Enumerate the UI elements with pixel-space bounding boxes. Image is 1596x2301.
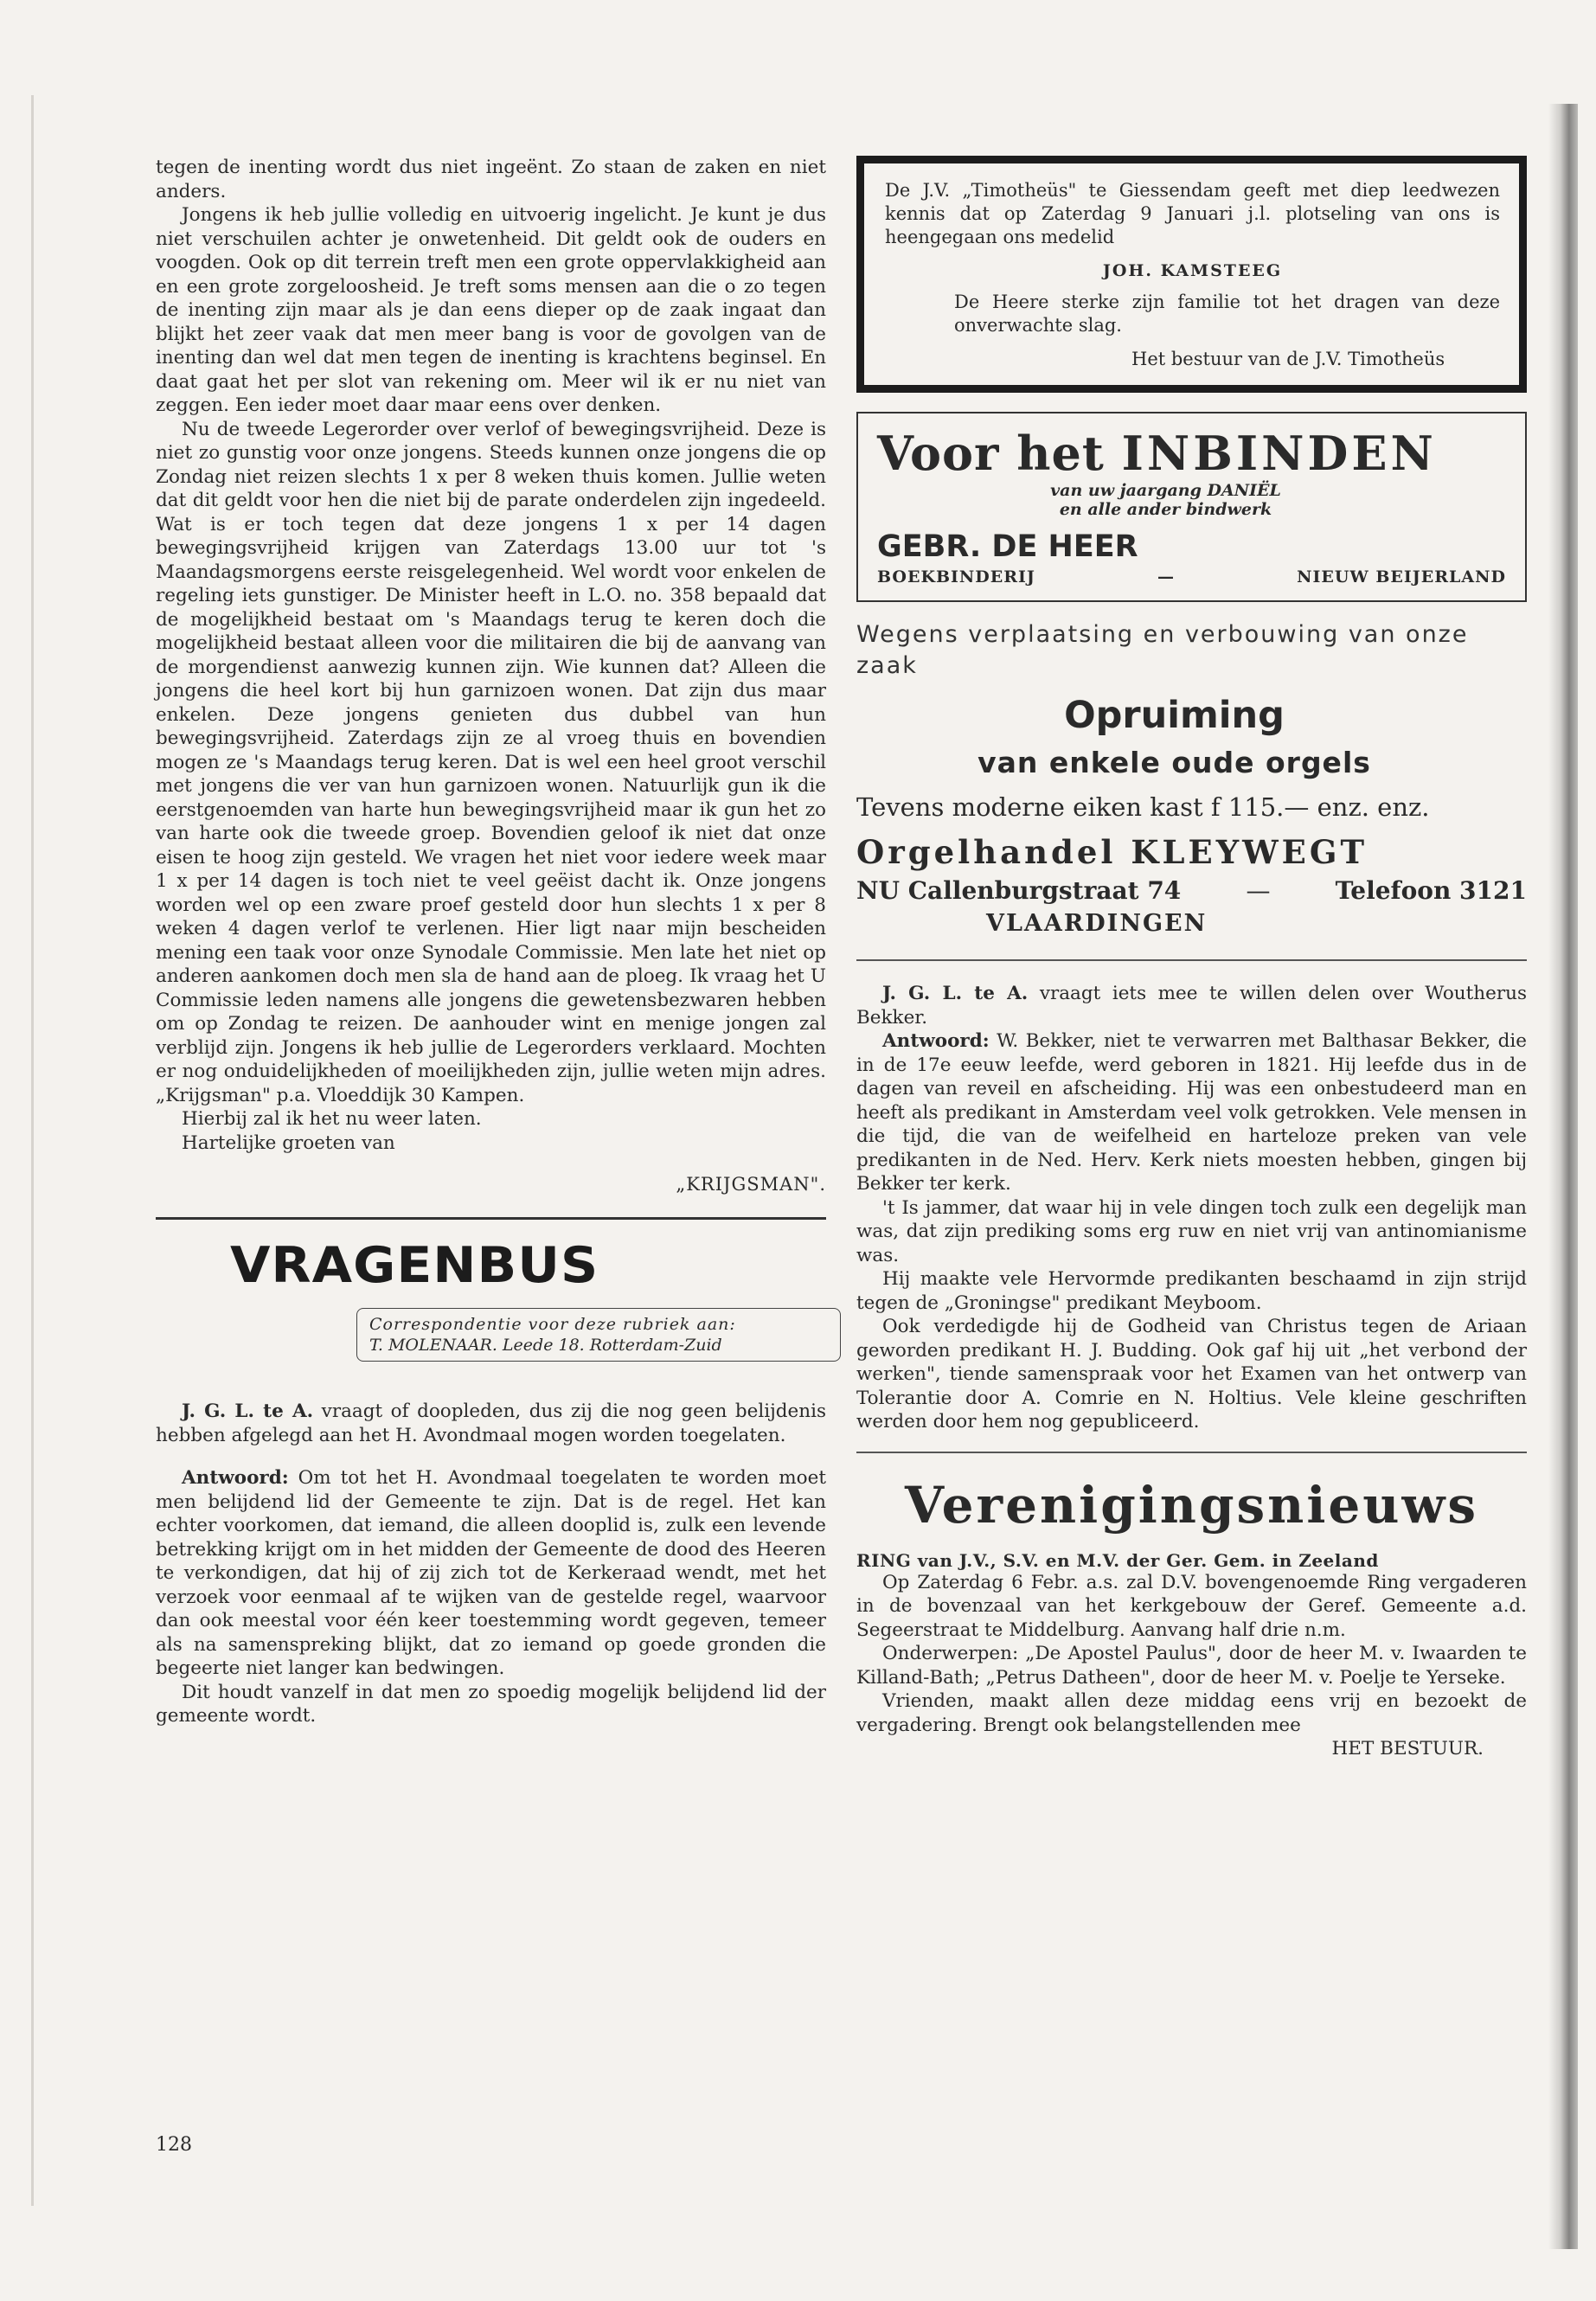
scan-edge-left: [31, 95, 34, 2206]
question-text: vraagt of doopleden, dus zij die nog geen belijdenis hebben afgelegd aan het H. Avondmaal mogen worden toegelaten.: [156, 1400, 827, 1446]
ad-binding-headline-1: Voor het: [877, 426, 1105, 481]
vn-paragraph-3: Vrienden, maakt allen deze middag eens vrij en bezoekt de vergadering. Brengt ook belangstellenden mee: [856, 1690, 1527, 1736]
ad-binding-headline: [877, 426, 1506, 481]
left-column: [156, 156, 826, 1728]
ad-organ-city: VLAARDINGEN: [986, 910, 1208, 937]
ad-binding-sub-1: van uw jaargang DANIËL: [1050, 481, 1281, 500]
ring-heading: RING van J.V., S.V. en M.V. der Ger. Gem. in Zeeland: [856, 1549, 1379, 1571]
section-divider: [156, 1217, 826, 1220]
vn-signature: HET BESTUUR.: [1331, 1738, 1484, 1759]
ad-organ-shopname: Orgelhandel KLEYWEGT: [856, 833, 1368, 871]
ad-organ-phone: Telefoon 3121: [1335, 876, 1527, 905]
section-divider-right: [856, 959, 1527, 961]
qa2-answer: [856, 1029, 1527, 1196]
verenigingsnieuws-title: Verenigingsnieuws: [904, 1475, 1479, 1535]
answer-paragraph: [156, 1466, 826, 1681]
ad-organ-tevens: Tevens moderne eiken kast f 115.— enz. enz.: [856, 792, 1430, 822]
qa2-paragraph-3: Hij maakte vele Hervormde predikanten beschaamd in zijn strijd tegen de „Groningse" predikant Meyboom.: [856, 1268, 1527, 1314]
qa2-paragraph-2: 't Is jammer, dat waar hij in vele dingen toch zulk een degelijk man was, dat zijn prediking soms erg ruw en niet vrij van antinomianisme was.: [856, 1196, 1527, 1266]
ad-binding-dash: —: [1157, 567, 1175, 586]
vn-paragraph-2: Onderwerpen: „De Apostel Paulus", door de heer M. v. Iwaarden te Killand-Bath; „Petrus Datheen", door de heer M. v. Poelje te Yerseke.: [856, 1643, 1527, 1689]
answer-text: Om tot het H. Avondmaal toegelaten te worden moet men belijdend lid der Gemeente te zijn. Dat is de regel. Het kan echter voorkomen, dat iemand, die alleen dooplid is, zulk een levende betrekking krijgt om in het midden der Gemeente de dood des Heeren te verkondigen, dat hij of zij zich tot de Kerkeraad wendt, met het verzoek voor eenmaal af te wijken van de gestelde regel, waarvoor dan ook meestal voor één keer toestemming wordt gegeven, temeer als na samenspreking blijkt, dat zo iemand op goede gronden die begeerte niet langer kan bedwingen.: [156, 1467, 826, 1679]
mourning-text: De J.V. „Timotheüs" te Giessendam geeft met diep leedwezen kennis dat op Zaterdag 9 Januari j.l. plotseling van ons is heengegaan ons medelid: [885, 180, 1500, 247]
mourning-signature: Het bestuur van de J.V. Timotheüs: [1131, 349, 1445, 369]
mourning-verse: De Heere sterke zijn familie tot het dragen van deze onverwachte slag.: [954, 292, 1500, 336]
right-column: [856, 156, 1527, 1761]
ad-organ-subtitle: van enkele oude orgels: [977, 746, 1371, 779]
correspondence-line-2: T. MOLENAAR. Leede 18. Rotterdam-Zuid: [369, 1336, 722, 1355]
qa2-question-text: vraagt iets mee te willen delen over Woutherus Bekker.: [856, 983, 1528, 1029]
question-paragraph: [156, 1400, 826, 1447]
mourning-notice: [856, 156, 1527, 393]
page-number: 128: [156, 2134, 192, 2156]
letter-paragraph-5: Hartelijke groeten van: [182, 1131, 395, 1154]
section-divider-right-2: [856, 1452, 1527, 1453]
qa2-answer-text: W. Bekker, niet te verwarren met Balthasar Bekker, die in de 17e eeuw leefde, werd geboren in 1821. Hij leefde dus in de dagen van reveil en afscheiding. Hij was een onbestudeerd man en heeft als predikant in Amsterdam veel volk getrokken. Vele mensen in die tijd, die van de weifelheid en harteloze preken van vele predikanten in de Ned. Herv. Kerk niets moesten hebben, gingen bij Bekker ter kerk.: [856, 1030, 1527, 1195]
ad-binding-firm: GEBR. DE HEER: [877, 529, 1138, 564]
scan-edge-right: [1548, 104, 1578, 2249]
letter-signature: „KRIJGSMAN".: [676, 1174, 826, 1195]
ad-organ-title: Opruiming: [1064, 694, 1285, 737]
letter-paragraph-1: tegen de inenting wordt dus niet ingeënt. Zo staan de zaken en niet anders.: [156, 157, 826, 202]
correspondence-line-1: Correspondentie voor deze rubriek aan:: [369, 1315, 736, 1334]
qa2-paragraph-4: Ook verdedigde hij de Godheid van Christus tegen de Ariaan geworden predikant H. J. Budding. Ook gaf hij uit „het verbond der werken", tiende samenspraak voor het Examen van het ontwerp van Tolerantie door A. Comrie en N. Holtius. Vele kleine geschriften werden door hem nog gepubliceerd.: [856, 1316, 1527, 1433]
ad-organ-address: NU Callenburgstraat 74: [856, 876, 1182, 905]
vragenbus-title: VRAGENBUS: [230, 1236, 599, 1295]
question-asker: J. G. L. te A.: [182, 1400, 314, 1422]
ad-organ-lead: Wegens verplaatsing en verbouwing van onze zaak: [856, 621, 1469, 679]
ad-bookbinding: [856, 412, 1527, 602]
ad-binding-firm-type: BOEKBINDERIJ: [877, 567, 1035, 586]
letter-paragraph-2: Jongens ik heb jullie volledig en uitvoerig ingelicht. Je kunt je dus niet verschuilen achter je onwetenheid. Dit geldt ook de ouders en voogden. Ook op dit terrein treft men een grote oppervlakkigheid aan en een grote zorgeloosheid. Je treft soms mensen aan die o zo tegen de inenting zijn maar als je dan eens dieper op de zaak ingaat dan blijkt het zeer vaak dat men meer bang is voor de govolgen van de inenting dan wel dat men tegen de inenting is krachtens beginsel. En daat gaat het per slot van rekening om. Meer wil ik er nu niet van zeggen. Een ieder moet daar maar eens over denken.: [156, 204, 826, 416]
letter-paragraph-4: Hierbij zal ik het nu weer laten.: [182, 1108, 482, 1130]
qa2-question: [856, 982, 1527, 1029]
ad-organ-shop: [856, 619, 1527, 937]
qa2-answer-label: Antwoord:: [882, 1030, 990, 1052]
deceased-name: JOH. KAMSTEEG: [1102, 261, 1283, 280]
qa2-asker: J. G. L. te A.: [882, 983, 1029, 1004]
answer-label: Antwoord:: [182, 1467, 289, 1489]
ad-binding-location: NIEUW BEIJERLAND: [1297, 567, 1506, 586]
ad-organ-dash: —: [1246, 876, 1271, 905]
ad-organ-address-line: [856, 876, 1527, 905]
ad-binding-sub-2: en alle ander bindwerk: [1059, 500, 1272, 519]
ad-binding-firmline: [877, 567, 1506, 586]
ad-binding-headline-2: INBINDEN: [1121, 426, 1437, 481]
letter-paragraph-3: Nu de tweede Legerorder over verlof of bewegingsvrijheid. Deze is niet zo gunstig voor onze jongens. Steeds kunnen onze jongens die op Zondag niet reizen slechts 1 x per 8 weken thuis komen. Jullie weten dat dit geldt voor hen die niet bij de parate onderdelen zijn ingedeeld. Wat is er toch tegen dat deze jongens 1 x per 14 dagen bewegingsvrijheid krijgen van Zaterdags 13.00 uur tot 's Maandagsmorgens eerste reisgelegenheid. Wel wordt voor enkelen de regeling iets gunstiger. De Minister heeft in L.O. no. 358 bepaald dat de mogelijkheid bestaat om 's Maandags terug te keren doch die mogelijkheid bestaat alleen voor die militairen die bij de aanvang van de morgendienst aanwezig kunnen zijn. Wie kunnen dat? Alleen die jongens die heel kort bij hun garnizoen wonen. Dat zijn dus maar enkelen. Deze jongens genieten dus dubbel van hun bewegingsvrijheid. Zaterdags zijn ze al vroeg thuis en bovendien mogen ze 's Maandags terug keren. Dat is wel een heel groot verschil met jongens die ver van hun garnizoen wonen. Natuurlijk gun ik die eerstgenoemden van harte hun bewegingsvrijheid maar ik gun het zo van harte ook die tweede groep. Bovendien geloof ik niet dat onze eisen te hoog zijn gesteld. We vragen het niet voor iedere week maar 1 x per 14 dagen is toch niet te veel geëist dacht ik. Onze jongens worden wel op een zware proef gesteld door hun slechts 1 x per 8 weken 4 dagen verlof te verlenen. Hier ligt naar mijn bescheiden mening een taak voor onze Synodale Commissie. Men late het niet op anderen aankomen doch men sla de hand aan de ploeg. Ik vraag het U Commissie leden namens alle jongens die gewetensbezwaren hebben om op Zondag te reizen. De aanhouder wint en menige jongen zal verblijd zijn. Jongens ik heb jullie de Legerorders verklaard. Mochten er nog onduidelijkheden of moeilijkheden zijn, jullie weten mijn adres. „Krijgsman" p.a. Vloeddijk 30 Kampen.: [156, 418, 826, 1106]
correspondence-box: [356, 1308, 841, 1362]
vn-paragraph-1: Op Zaterdag 6 Febr. a.s. zal D.V. bovengenoemde Ring vergaderen in de bovenzaal van het kerkgebouw der Geref. Gemeente a.d. Segeerstraat te Middelburg. Aanvang half drie n.m.: [856, 1571, 1527, 1641]
answer-followup: Dit houdt vanzelf in dat men zo spoedig mogelijk belijdend lid der gemeente wordt.: [156, 1681, 826, 1727]
